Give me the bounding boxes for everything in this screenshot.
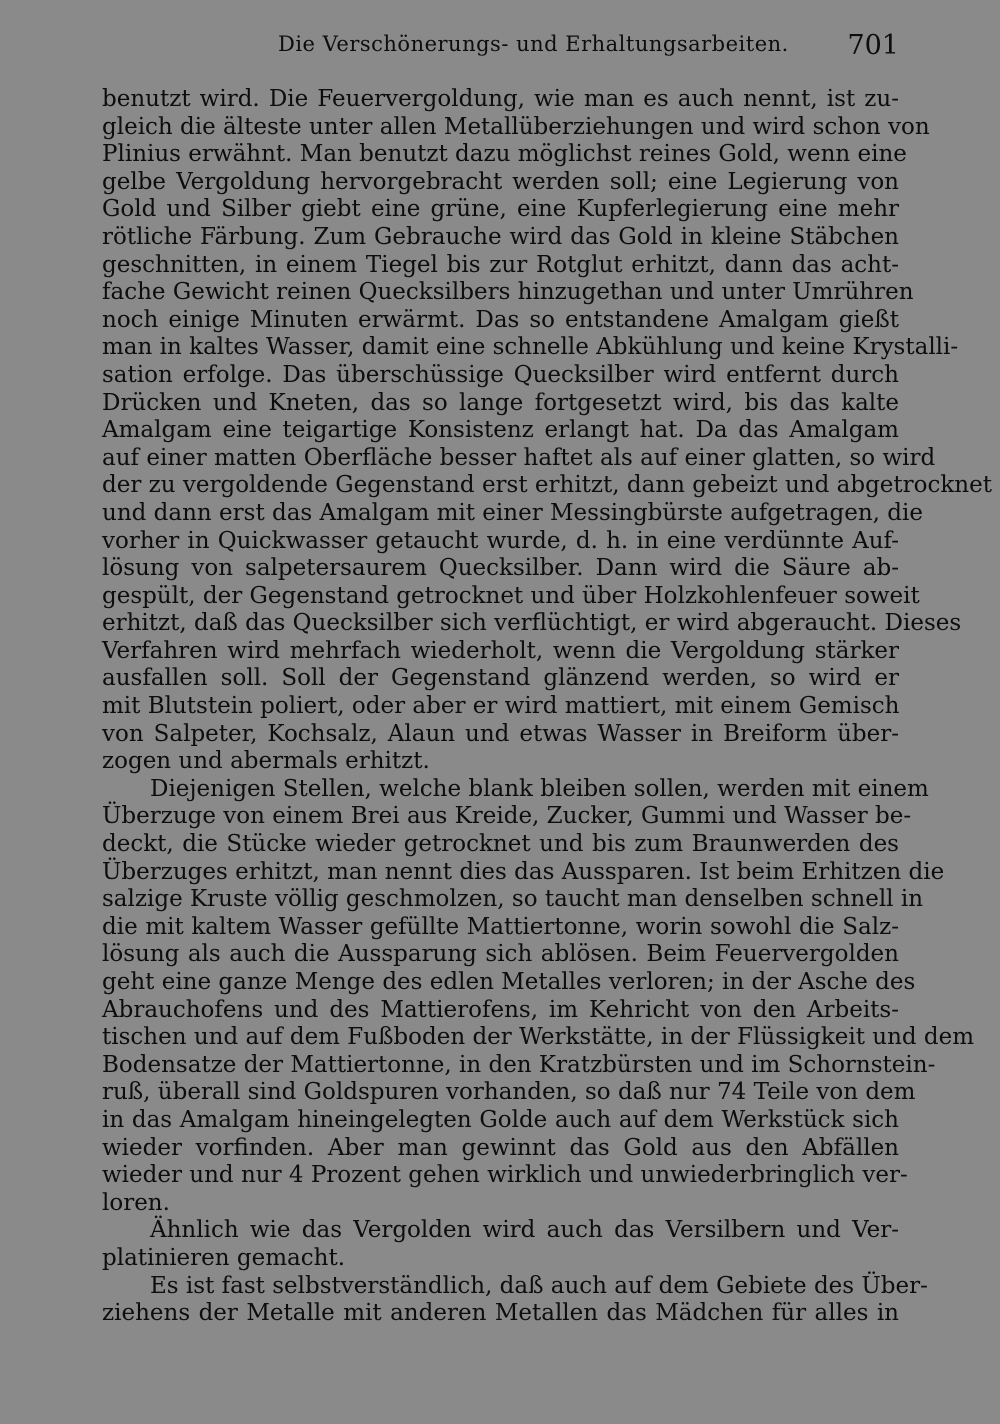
text-line: loren.: [102, 1189, 170, 1216]
text-line: geht eine ganze Menge des edlen Metalles verloren; in der Asche des: [102, 969, 916, 995]
text-line: Es ist fast selbstverständlich, daß auch auf dem Gebiete des Über-: [150, 1272, 928, 1299]
text-line: man in kaltes Wasser, damit eine schnelle Abkühlung und keine Krystalli-: [102, 334, 959, 361]
running-title: Die Verschönerungs- und Erhaltungsarbeiten.: [278, 32, 789, 56]
text-line: auf einer matten Oberfläche besser haftet als auf einer glatten, so wird: [102, 444, 936, 471]
page-number: 701: [847, 30, 899, 61]
text-line: Bodensatze der Mattiertonne, in den Kratzbürsten und im Schornstein-: [102, 1051, 936, 1078]
text-line: vorher in Quickwasser getaucht wurde, d. h. in eine verdünnte Auf-: [102, 527, 899, 554]
text-line: erhitzt, daß das Quecksilber sich verflüchtigt, er wird abgeraucht. Dieses: [102, 610, 962, 637]
text-line: Diejenigen Stellen, welche blank bleiben sollen, werden mit einem: [150, 775, 929, 802]
running-head: [102, 30, 899, 64]
text-line: geschnitten, in einem Tiegel bis zur Rotglut erhitzt, dann das acht-: [102, 251, 899, 278]
text-line: in das Amalgam hineingelegten Golde auch auf dem Werkstück sich: [102, 1106, 899, 1133]
text-line: Gold und Silber giebt eine grüne, eine Kupferlegierung eine mehr: [102, 196, 899, 223]
text-line: lösung als auch die Aussparung sich ablösen. Beim Feuervergolden: [102, 941, 899, 968]
text-line: Überzuge von einem Brei aus Kreide, Zucker, Gummi und Wasser be-: [102, 803, 912, 830]
text-line: ruß, überall sind Goldspuren vorhanden, so daß nur 74 Teile von dem: [102, 1079, 916, 1106]
text-line: noch einige Minuten erwärmt. Das so entstandene Amalgam gießt: [102, 306, 899, 333]
text-line: wieder und nur 4 Prozent gehen wirklich und unwiederbringlich ver-: [102, 1162, 908, 1189]
text-line: ausfallen soll. Soll der Gegenstand glänzend werden, so wird er: [102, 665, 899, 692]
text-line: rötliche Färbung. Zum Gebrauche wird das Gold in kleine Stäbchen: [102, 223, 899, 250]
text-line: Drücken und Kneten, das so lange fortgesetzt wird, bis das kalte: [102, 389, 899, 416]
text-line: Verfahren wird mehrfach wiederholt, wenn die Vergoldung stärker: [102, 637, 899, 664]
text-line: und dann erst das Amalgam mit einer Messingbürste aufgetragen, die: [102, 499, 923, 526]
text-line: benutzt wird. Die Feuervergoldung, wie man es auch nennt, ist zu-: [102, 86, 899, 112]
text-line: sation erfolge. Das überschüssige Quecksilber wird entfernt durch: [102, 361, 899, 388]
text-line: tischen und auf dem Fußboden der Werkstätte, in der Flüssigkeit und dem: [102, 1024, 975, 1051]
text-line: die mit kaltem Wasser gefüllte Mattiertonne, worin sowohl die Salz-: [102, 913, 899, 940]
text-line: deckt, die Stücke wieder getrocknet und bis zum Braunwerden des: [102, 831, 899, 858]
text-line: zogen und abermals erhitzt.: [102, 748, 430, 775]
text-line: Überzuges erhitzt, man nennt dies das Aussparen. Ist beim Erhitzen die: [102, 858, 945, 885]
text-line: der zu vergoldende Gegenstand erst erhitzt, dann gebeizt und abgetrocknet: [102, 472, 992, 499]
text-line: gespült, der Gegenstand getrocknet und über Holzkohlenfeuer soweit: [102, 582, 920, 609]
text-line: Amalgam eine teigartige Konsistenz erlangt hat. Da das Amalgam: [102, 417, 899, 444]
text-line: Plinius erwähnt. Man benutzt dazu möglichst reines Gold, wenn eine: [102, 141, 907, 168]
text-line: wieder vorfinden. Aber man gewinnt das Gold aus den Abfällen: [102, 1134, 899, 1161]
text-line: ziehens der Metalle mit anderen Metallen das Mädchen für alles in: [102, 1300, 899, 1327]
text-line: gelbe Vergoldung hervorgebracht werden soll; eine Legierung von: [102, 168, 899, 195]
body-text: [102, 86, 992, 1328]
text-line: salzige Kruste völlig geschmolzen, so taucht man denselben schnell in: [102, 886, 924, 913]
text-line: Abrauchofens und des Mattierofens, im Kehricht von den Arbeits-: [102, 996, 899, 1023]
text-line: von Salpeter, Kochsalz, Alaun und etwas Wasser in Breiform über-: [102, 720, 899, 747]
text-line: platinieren gemacht.: [102, 1244, 346, 1271]
text-line: lösung von salpetersaurem Quecksilber. Dann wird die Säure ab-: [102, 555, 899, 582]
text-line: fache Gewicht reinen Quecksilbers hinzugethan und unter Umrühren: [102, 279, 914, 306]
text-line: Ähnlich wie das Vergolden wird auch das Versilbern und Ver-: [150, 1217, 899, 1244]
text-line: mit Blutstein poliert, oder aber er wird mattiert, mit einem Gemisch: [102, 693, 900, 720]
text-line: gleich die älteste unter allen Metallüberziehungen und wird schon von: [102, 113, 930, 140]
